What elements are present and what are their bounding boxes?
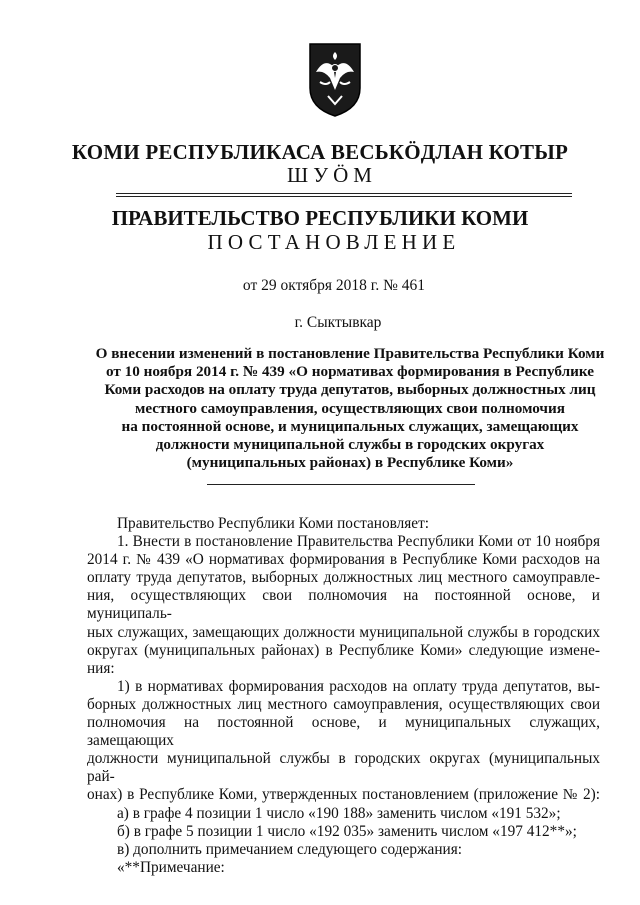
document-city: г. Сыктывкар [294,314,382,331]
org-name-ru: ПРАВИТЕЛЬСТВО РЕСПУБЛИКИ КОМИ [111,206,529,230]
document-body [87,515,600,877]
body-line: борных должностных лиц местного самоуправления, осуществляющих свои [87,695,600,713]
title-line: на постоянной основе, и муниципальных служащих, замещающих [121,417,579,435]
body-line: ния, осуществляющих свои полномочия на постоянной основе, и муниципаль- [87,587,600,623]
title-line: от 10 ноября 2014 г. № 439 «О нормативах формирования в Республике [105,363,595,381]
title-line: должности муниципальной службы в городских округах [155,436,545,454]
body-line: ния: [87,659,115,677]
body-line: б) в графе 5 позиции 1 число «192 035» заменить числом «197 412**»; [117,822,577,840]
body-line: Правительство Республики Коми постановляет: [117,515,430,532]
komi-coat-of-arms-icon [306,38,364,118]
header-divider [116,193,572,197]
body-line: 2014 г. № 439 «О нормативах формирования в Республике Коми расходов на [87,551,600,569]
body-line: 1. Внести в постановление Правительства Республики Коми от 10 ноября [117,533,600,551]
body-line: полномочия на постоянной основе, и муниципальных служащих, замещающих [87,714,600,750]
body-line: «**Примечание: [117,858,225,876]
title-line: (муниципальных районах) в Республике Коми» [186,454,514,472]
body-line: ных служащих, замещающих должности муниципальной службы в городских [87,623,600,641]
doc-type-ru: ПОСТАНОВЛЕНИЕ [207,230,461,254]
body-line: оплату труда депутатов, выборных должностных лиц местного самоуправле- [87,569,600,587]
body-line: округах (муниципальных районах) в Республике Коми» следующие измене- [87,641,600,659]
title-divider [207,484,475,485]
title-line: Коми расходов на оплату труда депутатов, выборных должностных лиц [104,381,596,399]
body-line: должности муниципальной службы в городских округах (муниципальных рай- [87,750,600,786]
body-line: 1) в нормативах формирования расходов на оплату труда депутатов, вы- [117,677,600,695]
body-line: а) в графе 4 позиции 1 число «190 188» заменить числом «191 532»; [117,804,561,822]
document-title [90,345,610,472]
doc-type-komi: ШУÖМ [287,163,377,187]
org-name-komi: КОМИ РЕСПУБЛИКАСА ВЕСЬКӦДЛАН КОТЫР [71,140,569,164]
body-line: в) дополнить примечанием следующего содержания: [117,840,462,858]
title-line: местного самоуправления, осуществляющих свои полномочия [135,399,565,417]
document-date-number: от 29 октября 2018 г. № 461 [242,277,426,294]
body-line: онах) в Республике Коми, утвержденных постановлением (приложение № 2): [87,786,600,804]
title-line: О внесении изменений в постановление Правительства Республики Коми [95,345,605,362]
